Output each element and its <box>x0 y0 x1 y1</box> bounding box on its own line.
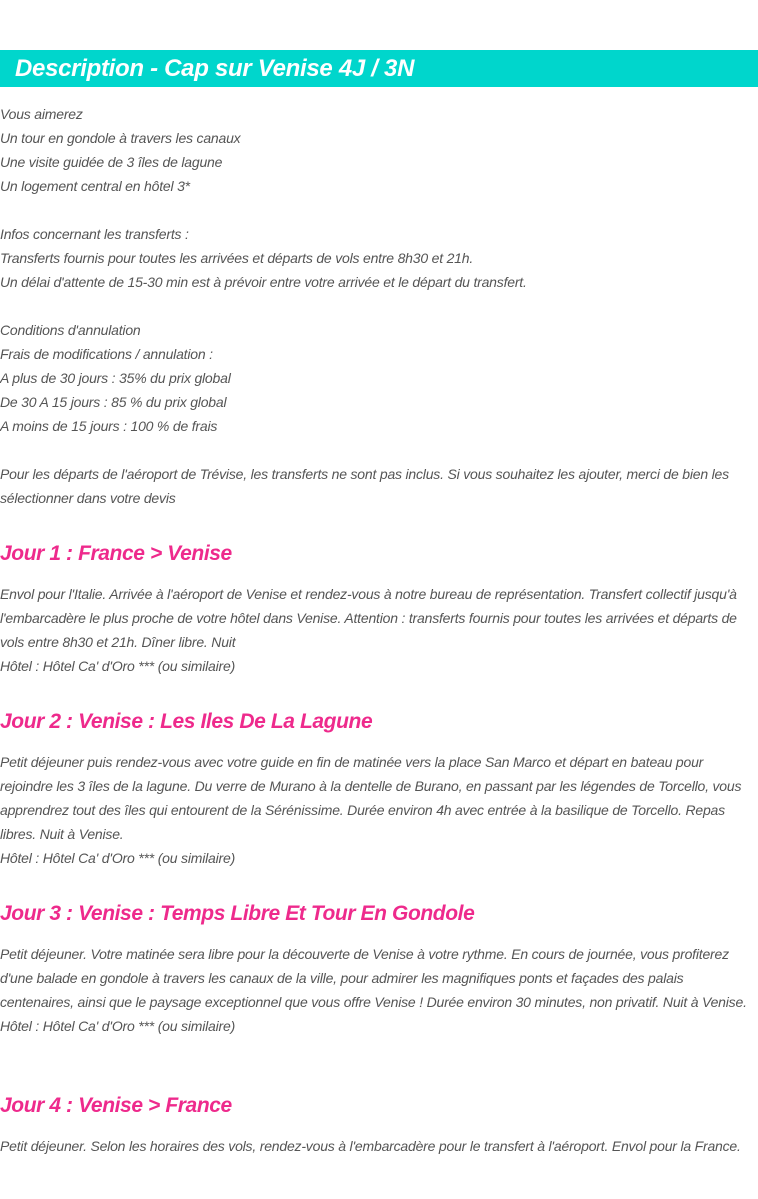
day-4-description: Petit déjeuner. Selon les horaires des vols, rendez-vous à l'embarcadère pour le transfert à l'aéroport. Envol pour la France. <box>0 1138 741 1154</box>
highlights-heading: Vous aimerez <box>0 106 83 122</box>
spacer <box>0 438 758 462</box>
day-3-description: Petit déjeuner. Votre matinée sera libre pour la découverte de Venise à votre rythme. En cours de journée, vous profiterez d'une balade en gondole à travers les canaux de la ville, pour admirer les magnifiques ponts et façades des palais centenaires, ainsi que le paysage exceptionnel que vous offre Venise ! Durée environ 30 minutes, non privatif. Nuit à Venise. <box>0 946 747 1010</box>
highlight-item: Un logement central en hôtel 3* <box>0 178 190 194</box>
cancellation-rule: De 30 A 15 jours : 85 % du prix global <box>0 394 227 410</box>
transfers-info: Un délai d'attente de 15-30 min est à prévoir entre votre arrivée et le départ du transfert. <box>0 274 527 290</box>
highlight-item: Une visite guidée de 3 îles de lagune <box>0 154 223 170</box>
day-1-description: Envol pour l'Italie. Arrivée à l'aéroport de Venise et rendez-vous à notre bureau de représentation. Transfert collectif jusqu'à l'embarcadère le plus proche de votre hôtel dans Venise. Attention : transferts fournis pour toutes les arrivées et départs de vols entre 8h30 et 21h. Dîner libre. Nuit <box>0 586 737 650</box>
day-1-section <box>0 540 758 678</box>
treviso-note: Pour les départs de l'aéroport de Trévise, les transferts ne sont pas inclus. Si vous souhaitez les ajouter, merci de bien les sélectionner dans votre devis <box>0 466 729 506</box>
page-title: Description - Cap sur Venise 4J / 3N <box>15 55 415 82</box>
spacer <box>0 294 758 318</box>
highlight-item: Un tour en gondole à travers les canaux <box>0 130 241 146</box>
day-1-title: Jour 1 : France > Venise <box>0 542 232 565</box>
day-4-title: Jour 4 : Venise > France <box>0 1094 232 1117</box>
day-3-section <box>0 900 758 1038</box>
cancellation-heading: Conditions d'annulation <box>0 322 141 338</box>
day-3-title: Jour 3 : Venise : Temps Libre Et Tour En Gondole <box>0 902 475 925</box>
transfers-heading: Infos concernant les transferts : <box>0 226 189 242</box>
day-2-title: Jour 2 : Venise : Les Iles De La Lagune <box>0 710 373 733</box>
day-2-section <box>0 708 758 870</box>
cancellation-rule: A moins de 15 jours : 100 % de frais <box>0 418 218 434</box>
day-3-hotel: Hôtel : Hôtel Ca' d'Oro *** (ou similaire) <box>0 1018 236 1034</box>
day-2-hotel: Hôtel : Hôtel Ca' d'Oro *** (ou similaire) <box>0 850 236 866</box>
cancellation-info: Frais de modifications / annulation : <box>0 346 213 362</box>
day-2-description: Petit déjeuner puis rendez-vous avec votre guide en fin de matinée vers la place San Marco et départ en bateau pour rejoindre les 3 îles de la lagune. Du verre de Murano à la dentelle de Burano, en passant par les légendes de Torcello, vous apprendrez tout des îles qui entourent de la Sérénissime. Durée environ 4h avec entrée à la basilique de Torcello. Repas libres. Nuit à Venise. <box>0 754 742 842</box>
day-1-hotel: Hôtel : Hôtel Ca' d'Oro *** (ou similaire) <box>0 658 236 674</box>
intro-section <box>0 102 758 510</box>
description-header <box>0 50 758 87</box>
spacer <box>0 198 758 222</box>
transfers-info: Transferts fournis pour toutes les arrivées et départs de vols entre 8h30 et 21h. <box>0 250 474 266</box>
cancellation-rule: A plus de 30 jours : 35% du prix global <box>0 370 231 386</box>
day-4-section <box>0 1092 758 1158</box>
